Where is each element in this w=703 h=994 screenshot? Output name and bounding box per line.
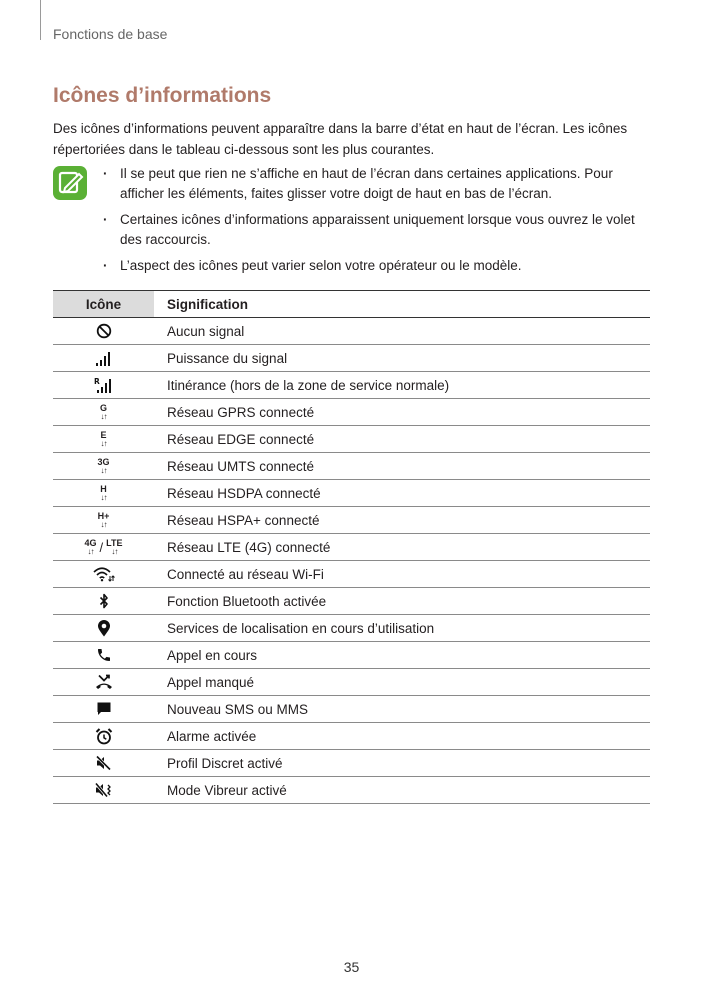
column-header-icon: Icône	[53, 291, 154, 318]
note-icon	[53, 166, 87, 200]
table-row	[53, 615, 650, 642]
table-row	[53, 453, 650, 480]
icon-separator: /	[99, 539, 104, 555]
table-row	[53, 588, 650, 615]
message-icon	[96, 701, 112, 717]
no-signal-icon	[96, 323, 112, 339]
intro-paragraph: Des icônes d’informations peuvent apparaître dans la barre d’état en haut de l’écran. Les icônes répertoriées dans le tableau ci-dessous sont les plus courantes.	[53, 121, 628, 157]
row-meaning: Alarme activée	[154, 723, 650, 750]
table-row	[53, 480, 650, 507]
note-item: · Il se peut que rien ne s’affiche en haut de l’écran dans certaines applications. Pour afficher les éléments, faites glisser votre doigt de haut en bas de l’écran.	[100, 164, 655, 204]
table-row	[53, 750, 650, 777]
gprs-icon: G ↓↑	[99, 402, 107, 421]
row-meaning: Services de localisation en cours d’utilisation	[154, 615, 650, 642]
call-icon	[96, 647, 112, 663]
umts-icon: 3G ↓↑	[97, 456, 110, 475]
location-icon	[97, 620, 111, 637]
row-meaning: Puissance du signal	[154, 345, 650, 372]
table-row	[53, 669, 650, 696]
table-row	[53, 534, 650, 561]
edge-icon: E ↓↑	[100, 429, 107, 448]
4g-icon: 4G ↓↑	[84, 537, 97, 556]
table-row	[53, 642, 650, 669]
row-meaning: Itinérance (hors de la zone de service normale)	[154, 372, 650, 399]
roaming-letter: R	[94, 377, 100, 387]
row-meaning: Réseau EDGE connecté	[154, 426, 650, 453]
section-header: Fonctions de base	[53, 26, 168, 42]
table-row	[53, 399, 650, 426]
icons-table	[53, 290, 650, 804]
table-row	[53, 777, 650, 804]
page-number: 35	[343, 959, 360, 975]
page-title: Icônes d’informations	[53, 84, 272, 107]
row-meaning: Réseau HSPA+ connecté	[154, 507, 650, 534]
row-meaning: Réseau LTE (4G) connecté	[154, 534, 650, 561]
note-item: · L’aspect des icônes peut varier selon votre opérateur ou le modèle.	[100, 256, 655, 276]
table-row	[53, 345, 650, 372]
row-meaning: Réseau GPRS connecté	[154, 399, 650, 426]
table-row	[53, 507, 650, 534]
table-row	[53, 372, 650, 399]
table-row	[53, 318, 650, 345]
alarm-icon	[95, 728, 113, 745]
row-meaning: Fonction Bluetooth activée	[154, 588, 650, 615]
table-row	[53, 723, 650, 750]
row-meaning: Appel manqué	[154, 669, 650, 696]
hsdpa-icon: H ↓↑	[100, 483, 107, 502]
table-row	[53, 696, 650, 723]
table-row	[53, 426, 650, 453]
table-row	[53, 561, 650, 588]
lte-icon: LTE ↓↑	[106, 537, 123, 556]
row-meaning: Profil Discret activé	[154, 750, 650, 777]
roaming-icon	[94, 377, 113, 393]
row-meaning: Appel en cours	[154, 642, 650, 669]
column-header-meaning: Signification	[154, 291, 650, 318]
wifi-icon	[93, 566, 115, 582]
row-meaning: Aucun signal	[154, 318, 650, 345]
hspa-plus-icon: H+ ↓↑	[97, 510, 110, 529]
header-rule	[40, 0, 41, 40]
missed-call-icon	[95, 674, 113, 690]
row-meaning: Mode Vibreur activé	[154, 777, 650, 804]
notes-list	[100, 164, 655, 282]
vibrate-icon	[94, 782, 113, 798]
row-meaning: Connecté au réseau Wi-Fi	[154, 561, 650, 588]
signal-strength-icon	[95, 351, 112, 366]
row-meaning: Réseau HSDPA connecté	[154, 480, 650, 507]
row-meaning: Nouveau SMS ou MMS	[154, 696, 650, 723]
row-meaning: Réseau UMTS connecté	[154, 453, 650, 480]
table-header-row	[53, 291, 650, 318]
mute-icon	[95, 755, 112, 771]
bluetooth-icon	[99, 593, 109, 609]
note-item: · Certaines icônes d’informations apparaissent uniquement lorsque vous ouvrez le volet des raccourcis.	[100, 210, 655, 250]
